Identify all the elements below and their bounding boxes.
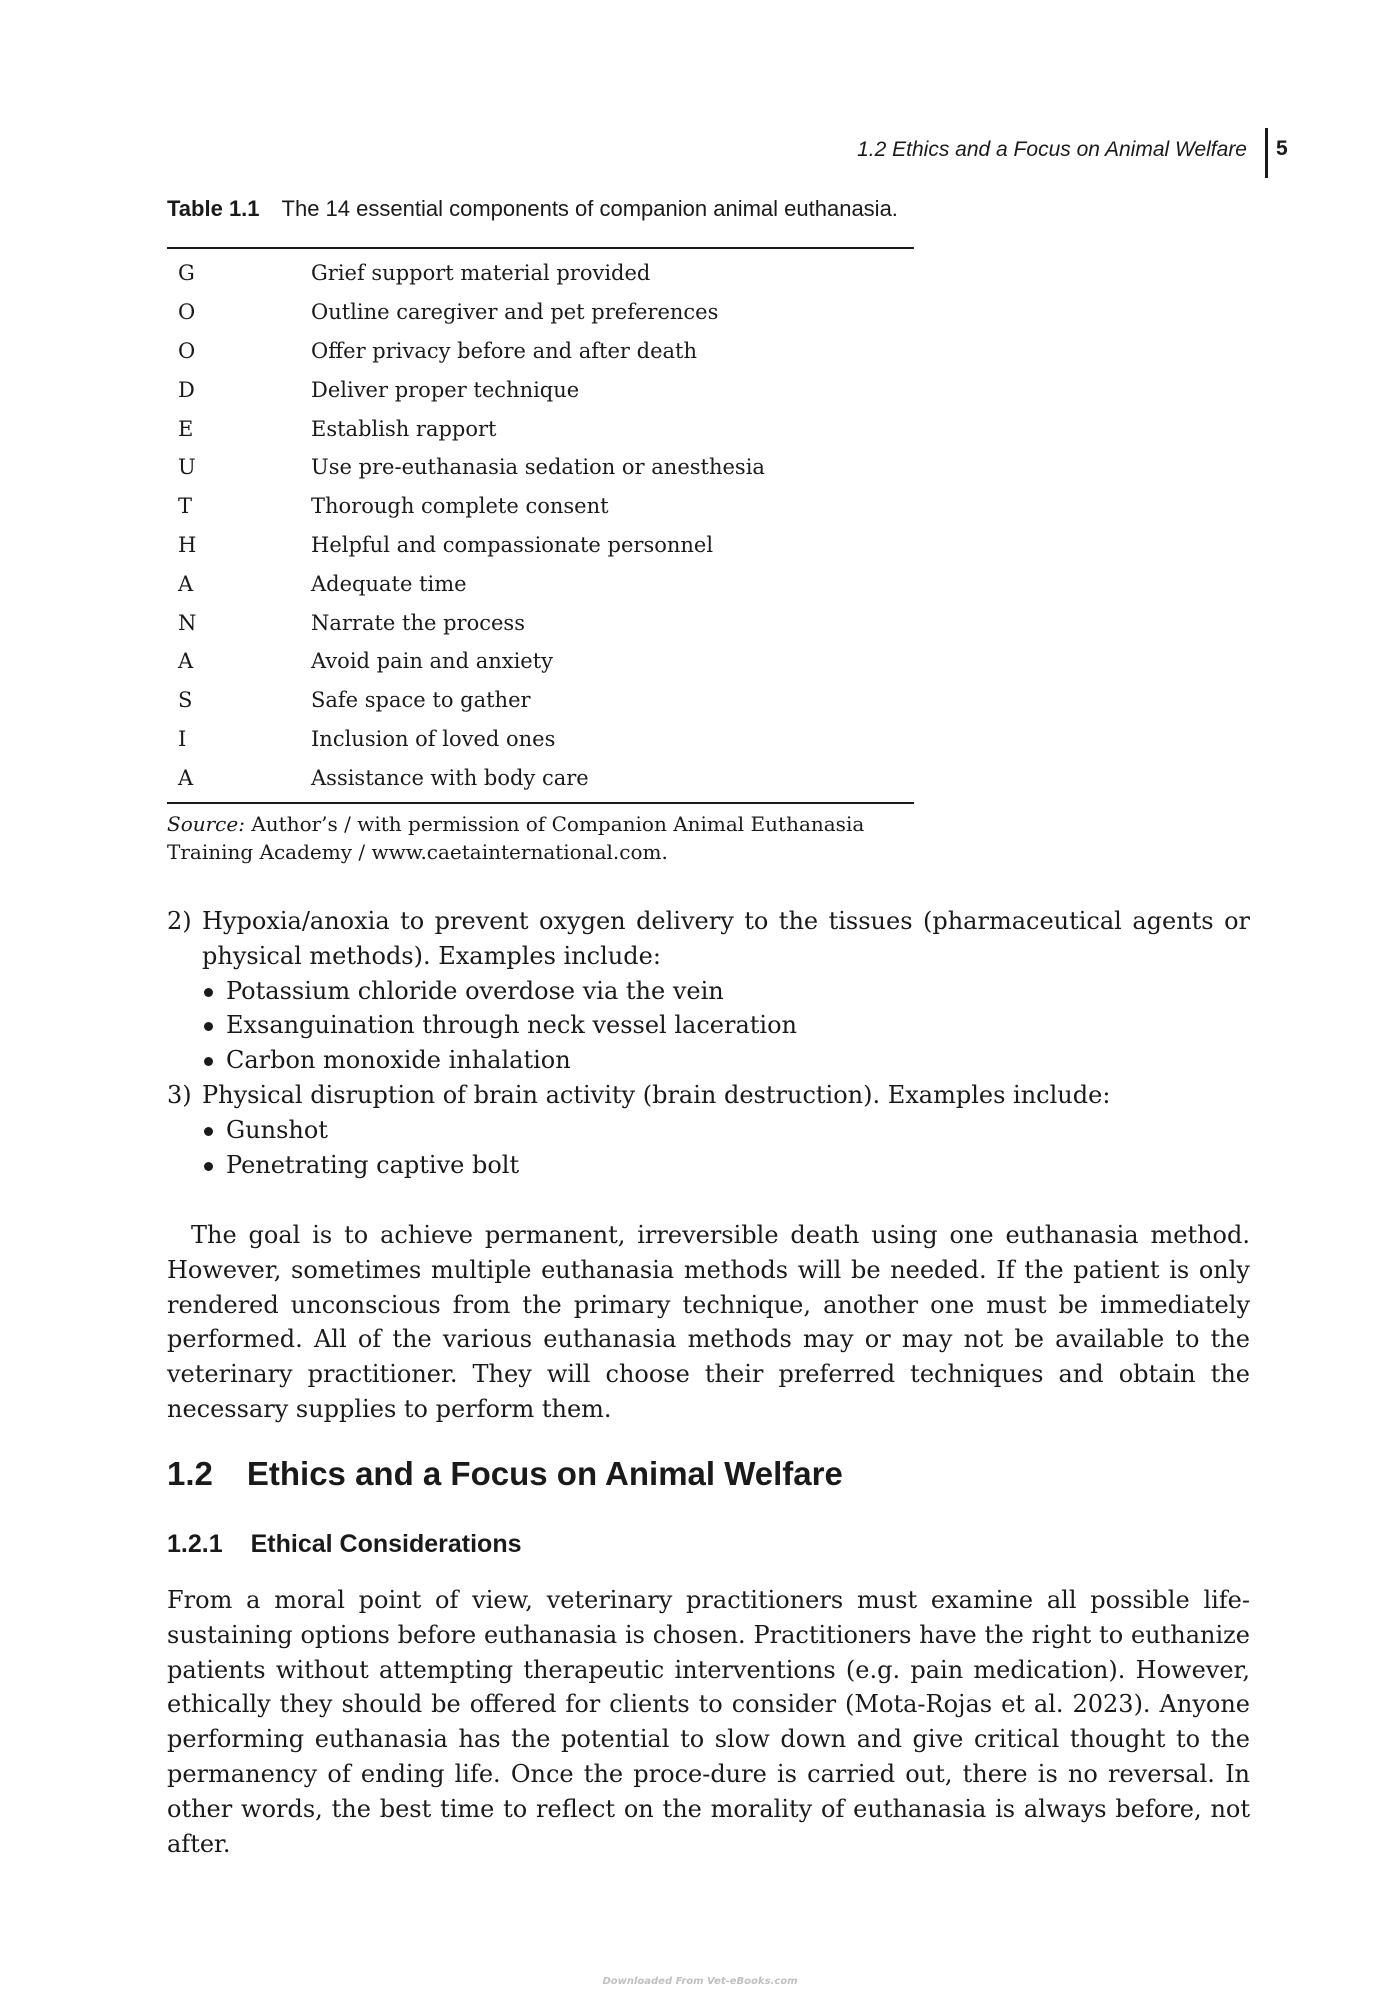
- table-letter: O: [178, 338, 196, 363]
- bullet-icon: [204, 1127, 213, 1136]
- table-row: [167, 564, 914, 603]
- list-item-text: Hypoxia/anoxia to prevent oxygen delivery to the tissues (pharmaceutical agents or physical methods). Examples include:: [202, 907, 1250, 970]
- table-row: [167, 332, 914, 371]
- table-text: Safe space to gather: [311, 688, 531, 713]
- header-divider: [1265, 128, 1268, 178]
- table-row: [167, 720, 914, 759]
- table-row: [167, 758, 914, 797]
- bullet-icon: [204, 1057, 213, 1066]
- body-paragraph: From a moral point of view, veterinary practitioners must examine all possible life-sustaining options before euthanasia is chosen. Practitioners have the right to euthanize patients without attempting therapeutic interventions (e.g. pain medication). However, ethically they should be offered for clients to consider (Mota-Rojas et al. 2023). Anyone performing euthanasia has the potential to slow down and give critical thought to the permanency of ending life. Once the proce-dure is carried out, there is no reversal. In other words, the best time to reflect on the morality of euthanasia is always before, not after.: [167, 1586, 1250, 1858]
- list-number: 2): [167, 907, 192, 935]
- table-letter: I: [178, 726, 187, 751]
- subsection-number: 1.2.1: [167, 1530, 223, 1558]
- bullet-icon: [204, 988, 213, 997]
- table-source-note: [167, 810, 927, 866]
- subsection-heading: [167, 1530, 522, 1559]
- numbered-list: [167, 904, 1250, 1182]
- table-text: Helpful and compassionate personnel: [311, 532, 714, 557]
- table-letter: A: [178, 765, 194, 790]
- table-letter: D: [178, 377, 195, 402]
- table-text: Use pre-euthanasia sedation or anesthesia: [311, 455, 765, 480]
- bullet-text: Gunshot: [226, 1115, 328, 1144]
- body-paragraph: The goal is to achieve permanent, irreversible death using one euthanasia method. However, sometimes multiple euthanasia methods will be needed. If the patient is only rendered unconscious from the primary technique, another one must be immediately performed. All of the various euthanasia methods may or may not be available to the veterinary practitioner. They will choose their preferred techniques and obtain the necessary supplies to perform them.: [167, 1221, 1250, 1423]
- bullet-text: Exsanguination through neck vessel laceration: [226, 1011, 797, 1040]
- list-item: [167, 904, 1250, 1078]
- table-caption-text: The 14 essential components of companion animal euthanasia.: [281, 196, 898, 221]
- table-row: [167, 409, 914, 448]
- running-header-title: 1.2 Ethics and a Focus on Animal Welfare: [857, 138, 1247, 161]
- table-text: Offer privacy before and after death: [311, 338, 697, 363]
- source-label: Source:: [167, 812, 245, 836]
- running-header: [0, 128, 1400, 178]
- table-row: [167, 603, 914, 642]
- table-text: Avoid pain and anxiety: [311, 649, 554, 674]
- list-item: [167, 1078, 1250, 1182]
- table-text: Assistance with body care: [311, 765, 589, 790]
- table-text: Adequate time: [311, 571, 467, 596]
- table-label: Table 1.1: [167, 196, 260, 221]
- table-letter: U: [178, 455, 196, 480]
- section-number: 1.2: [167, 1455, 213, 1492]
- list-number: 3): [167, 1080, 192, 1109]
- page-number: 5: [1276, 137, 1288, 160]
- table-row: [167, 487, 914, 526]
- table-text: Narrate the process: [311, 610, 525, 635]
- table-letter: T: [178, 494, 193, 519]
- table-text: Inclusion of loved ones: [311, 726, 556, 751]
- table-letter: S: [178, 688, 193, 713]
- section-title: Ethics and a Focus on Animal Welfare: [246, 1455, 843, 1492]
- table-row: [167, 681, 914, 720]
- bullet-icon: [204, 1022, 213, 1031]
- table-text: Outline caregiver and pet preferences: [311, 300, 719, 325]
- table-text: Grief support material provided: [311, 261, 651, 286]
- table-letter: A: [178, 571, 194, 596]
- list-item-text: Physical disruption of brain activity (brain destruction). Examples include:: [202, 1080, 1111, 1109]
- table-text: Deliver proper technique: [311, 377, 580, 402]
- table-caption: [167, 196, 898, 222]
- bullet-icon: [204, 1162, 213, 1171]
- table-letter: A: [178, 649, 194, 674]
- acronym-table: [167, 247, 914, 804]
- table-row: [167, 254, 914, 293]
- bullet-text: Potassium chloride overdose via the vein: [226, 976, 724, 1005]
- bullet-list: [202, 974, 1250, 1078]
- table-letter: H: [178, 532, 197, 557]
- bullet-text: Penetrating captive bolt: [226, 1150, 520, 1179]
- source-text: Author’s / with permission of Companion Animal Euthanasia Training Academy / www.caetainternational.com.: [167, 812, 865, 864]
- table-text: Establish rapport: [311, 416, 497, 441]
- section-heading: [167, 1455, 843, 1493]
- bullet-item: [202, 1113, 1250, 1148]
- table-letter: O: [178, 300, 196, 325]
- bullet-list: [202, 1113, 1250, 1183]
- table-letter: N: [178, 610, 197, 635]
- bullet-item: [202, 1043, 1250, 1078]
- table-letter: E: [178, 416, 194, 441]
- footer-watermark: Downloaded From Vet-eBooks.com: [602, 1976, 798, 1987]
- table-text: Thorough complete consent: [311, 494, 609, 519]
- table-row: [167, 526, 914, 565]
- table-letter: G: [178, 261, 195, 286]
- bullet-item: [202, 1008, 1250, 1043]
- table-row: [167, 370, 914, 409]
- bullet-text: Carbon monoxide inhalation: [226, 1046, 571, 1075]
- table-row: [167, 448, 914, 487]
- subsection-title: Ethical Considerations: [250, 1530, 522, 1558]
- bullet-item: [202, 1148, 1250, 1183]
- table-row: [167, 642, 914, 681]
- table-row: [167, 293, 914, 332]
- bullet-item: [202, 974, 1250, 1009]
